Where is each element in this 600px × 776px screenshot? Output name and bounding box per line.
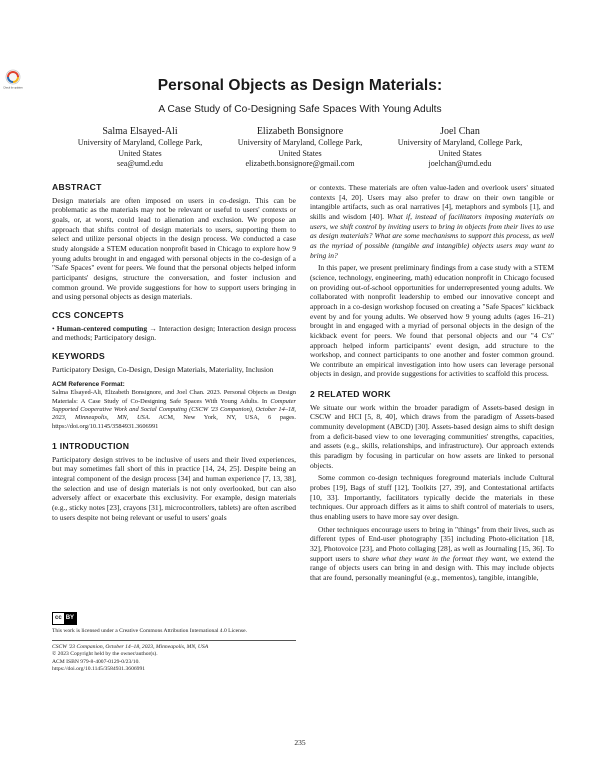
left-column bbox=[52, 183, 296, 522]
intro-cont-text: or contexts. These materials are often value-laden and overlook users' situated contexts [4, 20]. Users may also prefer to draw on their own tangible or intangible artifacts, such as oral narratives [4], metaphors and symbols [1], and skills and wisdom [40]. bbox=[310, 183, 554, 221]
author-name: Joel Chan bbox=[440, 126, 480, 137]
ccs-heading: CCS CONCEPTS bbox=[52, 309, 124, 320]
ccs-main: Human-centered computing bbox=[56, 323, 148, 333]
author-country: United States bbox=[438, 148, 482, 158]
intro-continued bbox=[310, 183, 554, 260]
abstract-text: Design materials are often imposed on users in co-design. This can be problematic as the materials may not be relevant or useful to users' contexts or goals, or, at worst, could lead to alienation and exclusion. We propose an approach that shifts control of design materials to users, supporting them to select and utilize personal objects in the design process. We conducted a case study alongside a STEM education nonprofit based in Chicago to explore how 9 young adults brought in and engaged with personal objects in the co-design of a "Safe Spaces" event for peers. We found that the personal objects helped inform participants' designs, structure the conversation, and foster inclusion and common ground. We provide suggestions for how to support users bringing in and using personal objects as design materials. bbox=[52, 195, 296, 302]
intro-research-question: What if, instead of facilitators imposing materials on users, we shift control by inviting users to bring in objects from their lives to use as design materials? What are some mechanisms to support this process, as well as the myriad of possible (tangible and intangible) objects users may want to bring in? bbox=[310, 211, 555, 260]
cc-license-row bbox=[52, 612, 296, 625]
copyright-line: © 2023 Copyright held by the owner/author(s). bbox=[52, 651, 158, 658]
cc-right-label: BY bbox=[64, 613, 76, 624]
author-affiliation: University of Maryland, College Park, bbox=[397, 138, 523, 147]
page-number: 235 bbox=[294, 738, 306, 747]
badge-label: Check for updates bbox=[3, 86, 23, 90]
author-email[interactable]: joelchan@umd.edu bbox=[428, 159, 492, 169]
cc-left-label: cc bbox=[53, 613, 64, 624]
license-footnote bbox=[52, 612, 296, 673]
related-paragraph-3 bbox=[310, 525, 554, 583]
acm-reference bbox=[52, 381, 296, 431]
related-p3-emphasis: share what they want in the format they want, bbox=[362, 553, 508, 563]
intro-text: Participatory design strives to be inclusive of users and their lived experiences, but may sometimes fall short of this in practice [14, 24, 25]. Despite being an integral component of the design process [34] and human experience [7, 13, 38], the selection and use of design materials is not only overlooked, but can also adversely affect or exacerbate this exclusivity. For example, design materials (e.g., sticky notes [23], crayons [31], microcontrollers, tablets) are often ascribed to users despite not being relevant or useful to users' goals bbox=[52, 454, 296, 522]
reference-post[interactable]: ACM, New York, NY, USA, 6 pages. https://doi.org/10.1145/3584931.3606991 bbox=[52, 414, 296, 430]
ccs-bullet: • bbox=[52, 323, 55, 333]
author-2 bbox=[220, 125, 380, 170]
ccs-arrow: → bbox=[149, 323, 157, 333]
author-email[interactable]: elizabeth.bonsignore@gmail.com bbox=[245, 159, 355, 169]
footnote-divider bbox=[52, 640, 296, 641]
keywords-text: Participatory Design, Co-Design, Design Materials, Materiality, Inclusion bbox=[52, 364, 274, 374]
reference-venue: Computer Supported Cooperative Work and Social Computing (CSCW '23 Companion), October 14–18, 2023, Minneapolis, MN, USA. bbox=[52, 397, 296, 422]
conference-line: CSCW '23 Companion, October 14–18, 2023, Minneapolis, MN, USA bbox=[52, 644, 209, 651]
keywords-heading: KEYWORDS bbox=[52, 350, 106, 361]
doi-link[interactable]: https://doi.org/10.1145/3584931.3606991 bbox=[52, 665, 146, 672]
author-email[interactable]: sea@umd.edu bbox=[117, 159, 163, 169]
author-name: Elizabeth Bonsignore bbox=[256, 126, 344, 137]
license-text: This work is licensed under a Creative Commons Attribution International 4.0 License. bbox=[52, 628, 247, 634]
ccs-rest: Interaction design; Interaction design process and methods; Participatory design. bbox=[52, 323, 297, 343]
paper-subtitle: A Case Study of Co-Designing Safe Spaces With Young Adults bbox=[158, 104, 442, 115]
related-p3-text-b: we extend the range of objects users can bring in and design with. This may include objects that are found, personally meaningful (e.g., mementos), tangible, intangible, bbox=[310, 553, 555, 582]
abstract-heading: ABSTRACT bbox=[52, 182, 102, 192]
reference-heading: ACM Reference Format: bbox=[52, 381, 125, 389]
author-3 bbox=[380, 125, 540, 170]
right-column bbox=[310, 183, 554, 583]
isbn-line: ACM ISBN 979-8-4007-0129-0/23/10. bbox=[52, 658, 140, 665]
author-country: United States bbox=[278, 148, 322, 158]
related-paragraph-2: Some common co-design techniques foreground materials include Cultural probes [19], Bags of stuff [12], Toolkits [27, 39], and Contestational artifacts [10, 33]. Importantly, facilitators typically decide the materials in these techniques. Our approach differs as it aims to shift control of materials to users, thus enabling users to have more say over design. bbox=[310, 473, 554, 521]
intro-paragraph-2: In this paper, we present preliminary findings from a case study with a STEM (science, technology, engineering, math) education nonprofit in Chicago focused on providing out-of-school opportunities for underrepresented young adults. We collaborated with nonprofit leadership to embed our innovative concept and approach in a co-design workshop focused on creating a "Safe Spaces" kickback event by and for young adults. We observed how 9 young adults (ages 16–21) brought in and engaged with a myriad of personal objects in the design of the kickback event for peers. We found that personal objects and our "4 C's" approach helped inform participants' event design, add structure to the workshop, and connect participants to one another and foster common ground. We contribute an empirical investigation into how users can leverage personal objects in design, and provide suggestions for activities to scaffold this process. bbox=[310, 263, 554, 379]
author-affiliation: University of Maryland, College Park, bbox=[237, 138, 363, 147]
author-country: United States bbox=[118, 148, 162, 158]
related-work-heading: 2 RELATED WORK bbox=[310, 389, 391, 400]
cc-by-icon[interactable] bbox=[52, 612, 77, 625]
ccs-text bbox=[52, 324, 296, 343]
author-affiliation: University of Maryland, College Park, bbox=[77, 138, 203, 147]
intro-heading: 1 INTRODUCTION bbox=[52, 440, 130, 451]
author-name: Salma Elsayed-Ali bbox=[102, 126, 178, 137]
related-paragraph-1: We situate our work within the broader paradigm of Assets-based design in CSCW and HCI [5, 8, 40], which draws from the paradigm of Assets-based community development (ABCD) [30]. Assets-based design aims to shift design from a deficit-based view to one leveraging communities' strengths, capacities, and assets (e.g., skills, relationships, and infrastructure). Our approach extends this paradigm by focusing in particular on how assets are linked to personal objects. bbox=[310, 402, 554, 470]
related-p3-text-a: Other techniques encourage users to bring in "things" from their lives, such as different types of End-user photography [35] including Photo-elicitation [18, 32], Photovoice [23], and Photo collaging [28], as well as Journaling [15, 36]. To support users to bbox=[310, 524, 554, 563]
author-block bbox=[60, 125, 540, 170]
author-1 bbox=[60, 125, 220, 170]
reference-pre: Salma Elsayed-Ali, Elizabeth Bonsignore, and Joel Chan. 2023. Personal Objects as Design Materials: A Case Study of Co-Designing Safe Spaces With Young Adults. In bbox=[52, 389, 296, 405]
paper-title: Personal Objects as Design Materials: bbox=[157, 77, 443, 94]
